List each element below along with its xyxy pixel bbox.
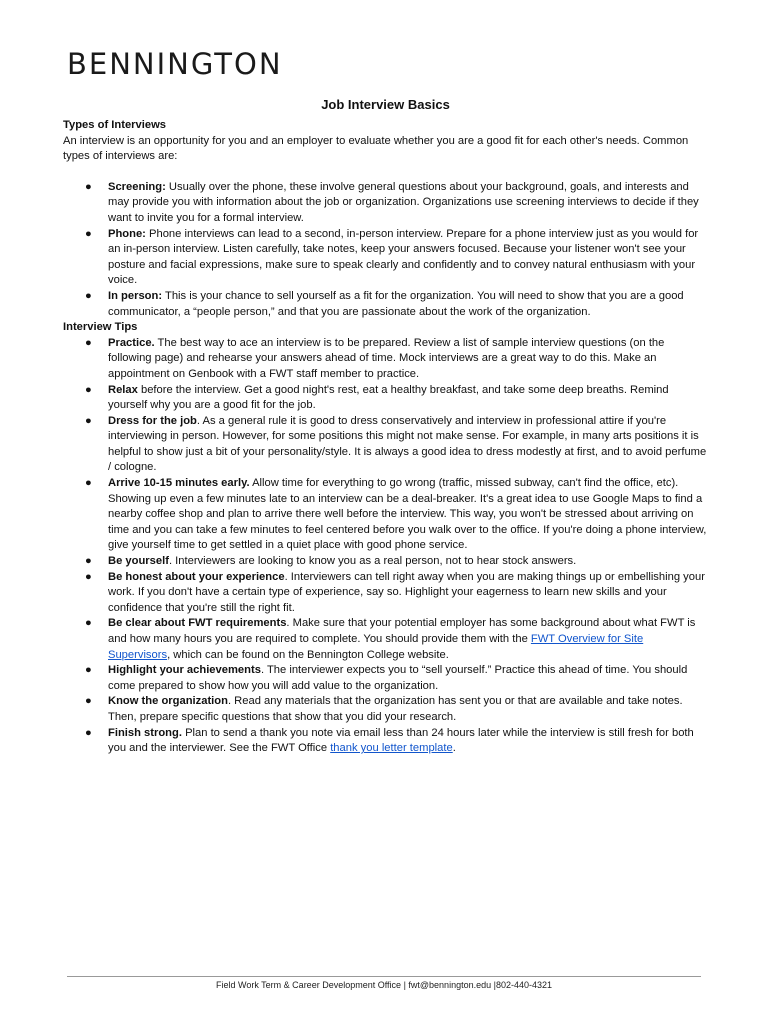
item-term: Be honest about your experience bbox=[108, 570, 285, 583]
document-body bbox=[63, 96, 708, 757]
types-intro: An interview is an opportunity for you and an employer to evaluate whether you are a good fit for each other's needs. Common types of interviews are: bbox=[63, 134, 689, 163]
item-term: Phone: bbox=[108, 227, 146, 240]
item-text: . Interviewers can tell right away when you are making things up or embellishing your work. If you don't have a certain type of experience, say so. Highlight your eagerness to learn new skills and your confidence that you're still the right fit. bbox=[108, 570, 705, 614]
item-term: Know the organization bbox=[108, 695, 228, 708]
bullet-icon: ● bbox=[85, 477, 92, 490]
bullet-icon: ● bbox=[85, 180, 92, 193]
item-text: This is your chance to sell yourself as a fit for the organization. You will need to show that you are a good communicator, a “people person,” and that you are passionate about the work of the organization. bbox=[108, 289, 684, 318]
item-term: Practice. bbox=[108, 336, 155, 349]
bullet-icon: ● bbox=[85, 336, 92, 349]
item-term: In person: bbox=[108, 289, 163, 302]
item-term: Be yourself bbox=[108, 555, 169, 568]
tips-list bbox=[63, 336, 708, 757]
bullet-icon: ● bbox=[85, 227, 92, 240]
tips-heading: Interview Tips bbox=[63, 321, 138, 334]
list-item bbox=[63, 414, 708, 476]
item-text: . The interviewer expects you to “sell yourself.” Practice this ahead of time. You should come prepared to show how you will add value to the organization. bbox=[108, 664, 688, 692]
list-item bbox=[63, 227, 708, 289]
list-item bbox=[63, 570, 708, 617]
item-term: Relax bbox=[108, 383, 138, 396]
bullet-icon: ● bbox=[85, 695, 92, 708]
list-item bbox=[63, 383, 708, 414]
bullet-icon: ● bbox=[85, 617, 92, 630]
item-text: Allow time for everything to go wrong (traffic, missed subway, can't find the office, etc). Showing up even a few minutes late to an interview can be a deal-breaker. It's a great idea to use Google Maps to find a nearby coffee shop and plan to arrive there well before the interview. This way, you won't be stressed about arriving on time and you can take a few minutes to feel centered before you walk over to the office. If you're doing a phone interview, give yourself time to get settled in a quiet place with good phone service. bbox=[108, 477, 707, 552]
bullet-icon: ● bbox=[85, 664, 92, 677]
bullet-icon: ● bbox=[85, 289, 92, 302]
item-text: Plan to send a thank you note via email less than 24 hours later while the interview is still fresh for both you and the interviewer. See the FWT Office bbox=[108, 726, 694, 755]
list-item bbox=[63, 616, 708, 663]
item-term: Finish strong. bbox=[108, 726, 182, 739]
item-text: . Read any materials that the organization has sent you or that are available and take notes. Then, prepare specific questions that show that you did your research. bbox=[108, 695, 683, 723]
types-list bbox=[63, 180, 708, 320]
item-text-after: . bbox=[452, 742, 456, 755]
bullet-icon: ● bbox=[85, 570, 92, 583]
fwt-overview-link[interactable]: FWT Overview for Site Supervisors bbox=[108, 633, 644, 661]
item-text: . Make sure that your potential employer has some background about what FWT is and how many hours you are required to complete. You should provide them with the bbox=[108, 617, 696, 645]
page-footer: Field Work Term & Career Development Office | fwt@bennington.edu |802-440-4321 bbox=[216, 980, 552, 990]
thank-you-template-link[interactable]: thank you letter template bbox=[330, 742, 453, 755]
list-item bbox=[63, 289, 708, 320]
item-text: before the interview. Get a good night's rest, eat a healthy breakfast, and take some deep breaths. Remind yourself why you are a good fit for the job. bbox=[108, 383, 669, 412]
bullet-icon: ● bbox=[85, 555, 92, 568]
list-item bbox=[63, 554, 708, 570]
bullet-icon: ● bbox=[85, 414, 92, 427]
item-text: . Interviewers are looking to know you as a real person, not to hear stock answers. bbox=[168, 555, 577, 568]
item-term: Be clear about FWT requirements bbox=[108, 617, 287, 630]
bennington-logo: BENNINGTON bbox=[67, 47, 283, 81]
item-term: Screening: bbox=[108, 180, 166, 193]
item-text-after: , which can be found on the Bennington College website. bbox=[167, 648, 449, 661]
bullet-icon: ● bbox=[85, 383, 92, 396]
bullet-icon: ● bbox=[85, 726, 92, 739]
list-item bbox=[63, 180, 708, 227]
page-title: Job Interview Basics bbox=[321, 97, 450, 112]
footer-divider bbox=[67, 976, 701, 977]
list-item bbox=[63, 694, 708, 725]
item-text: Phone interviews can lead to a second, in-person interview. Prepare for a phone interview just as you would for an in-person interview. Listen carefully, take notes, keep your answers focused. Because your listener won't see your posture and facial expressions, make sure to speak clearly and confidently and to convey natural enthusiasm with your voice. bbox=[108, 227, 699, 287]
list-item bbox=[63, 476, 708, 554]
item-text: Usually over the phone, these involve general questions about your background, goals, and interests and may provide you with information about the job or organization. Organizations use screening interviews to decide if they want to invite you for a formal interview. bbox=[108, 180, 699, 224]
types-heading: Types of Interviews bbox=[63, 119, 166, 131]
item-term: Arrive 10-15 minutes early. bbox=[108, 477, 250, 490]
list-item bbox=[63, 663, 708, 694]
list-item bbox=[63, 726, 708, 757]
item-text: . As a general rule it is good to dress conservatively and interview in professional attire if you're interviewing in person. However, for some positions this might not make sense. For example, in many arts positions it is helpful to show just a bit of your personality/style. It is always a good idea to dress modestly at first, and to avoid perfume / cologne. bbox=[108, 414, 707, 474]
list-item bbox=[63, 336, 708, 383]
item-text: The best way to ace an interview is to be prepared. Review a list of sample interview questions (on the following page) and rehearse your answers ahead of time. Mock interviews are a great way to do this. Make an appointment on Genbook with a FWT staff member to practice. bbox=[108, 336, 665, 380]
item-term: Highlight your achievements bbox=[108, 664, 261, 677]
item-term: Dress for the job bbox=[108, 414, 197, 427]
